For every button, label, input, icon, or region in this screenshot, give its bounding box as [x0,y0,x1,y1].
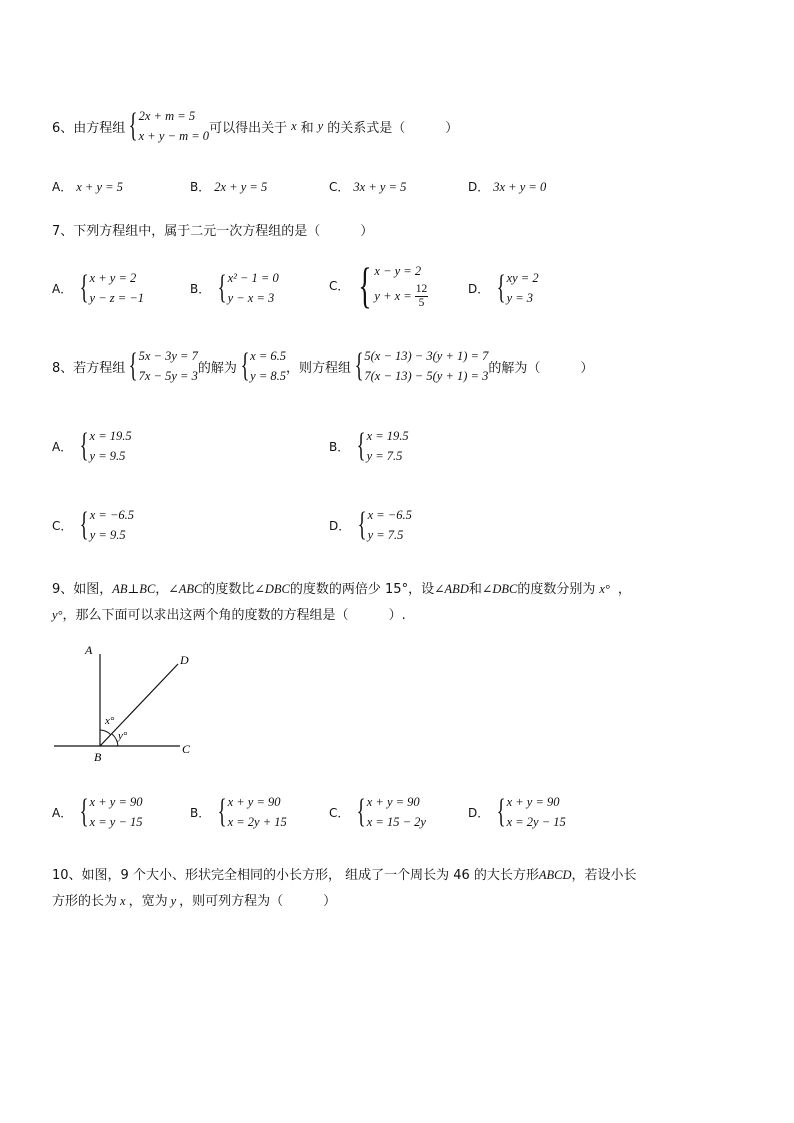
question-10-line-2: 方形的长为 x ，宽为 y ，则可列方程为（ ） [52,894,337,909]
q6-eq1: 2x + m = 5 [138,109,196,123]
q7-close: ） [360,224,374,239]
label-x-deg: x° [105,715,115,727]
q9-option-a[interactable]: A． { x + y = 90 x = y − 15 [52,793,143,830]
question-6 [52,106,458,146]
label-d: D [180,653,189,667]
q8-option-a[interactable]: A． { x = 19.5 y = 9.5 [52,427,132,464]
label-y-deg: y° [118,730,128,742]
q6-eq2: x + y − m = 0 [138,129,210,143]
q7-option-d[interactable]: D． { xy = 2 y = 3 [468,269,539,306]
q8-solution: { x = 6.5 y = 8.5 [240,347,287,384]
q8-system-1: { 5x − 3y = 7 7x − 5y = 3 [128,347,198,384]
question-7 [52,220,373,239]
q9-option-c[interactable]: C． { x + y = 90 x = 15 − 2y [329,793,426,830]
q9-option-d[interactable]: D． { x + y = 90 x = 2y − 15 [468,793,566,830]
q6-close: ） [445,120,459,136]
q6-suffix: 的关系式是（ [327,120,406,136]
q6-var-y: y [317,118,324,133]
q8-option-d[interactable]: D． { x = −6.5 y = 7.5 [329,506,412,543]
q8-option-c[interactable]: C． { x = −6.5 y = 9.5 [52,506,135,543]
q7-option-c[interactable]: C． { x − y = 2 y + x = $\frac{12}{5}$ [329,257,428,313]
label-a: A [85,643,93,657]
q6-prefix: 由方程组 [73,120,126,136]
question-9-line-2: y°，那么下面可以求出这两个角的度数的方程组是（ ）. [52,608,406,623]
q6-middle: 可以得出关于 [209,120,288,136]
q9-option-b[interactable]: B． { x + y = 90 x = 2y + 15 [190,793,287,830]
q6-option-a[interactable]: A． x + y = 5 [52,180,123,194]
q8-system-2: { 5(x − 13) − 3(y + 1) = 7 7(x − 13) − 5(y + 1) = 3 [354,347,489,384]
q6-option-d[interactable]: D． 3x + y = 0 [468,180,547,194]
label-c: C [182,742,191,756]
label-b: B [94,750,102,764]
q6-and: 和 [300,120,314,136]
q7-option-a[interactable]: A． { x + y = 2 y − z = −1 [52,269,145,306]
q6-system: { 2x + m = 5 x + y − m = 0 [128,107,210,144]
q6-number: 6、 [52,120,74,136]
q6-option-b[interactable]: B． 2x + y = 5 [190,180,268,194]
q7-option-b[interactable]: B． { x² − 1 = 0 y − x = 3 [190,269,279,306]
q7-text: 7、下列方程组中，属于二元一次方程组的是（ [52,224,321,239]
fraction-12-5: $\frac{12}{5}$ [415,282,428,309]
q9-angle-figure [50,640,210,768]
q6-option-c[interactable]: C． 3x + y = 5 [329,180,407,194]
ray-bd [100,664,178,746]
q8-option-b[interactable]: B． { x = 19.5 y = 7.5 [329,427,409,464]
question-9-line-1: 9、如图，AB⊥BC，∠ABC的度数比∠DBC的度数的两倍少 15°，设∠ABD和∠DBC的度数分别为 x° ， [52,582,631,597]
question-10-line-1: 10、如图，9 个大小、形状完全相同的小长方形， 组成了一个周长为 46 的大长方形ABCD，若设小长 [52,868,637,883]
question-8: 8、若方程组 { 5x − 3y = 7 7x − 5y = 3 的解为 { x = 6.5 y = 8.5 ，则方程组 { 5(x − 13) − 3(y + 1) = 7 7(x − 13) − 5(y + 1) = 3 的解为（ ） [52,347,594,384]
q6-var-x: x [291,118,297,133]
angle-arc-x [100,730,111,735]
